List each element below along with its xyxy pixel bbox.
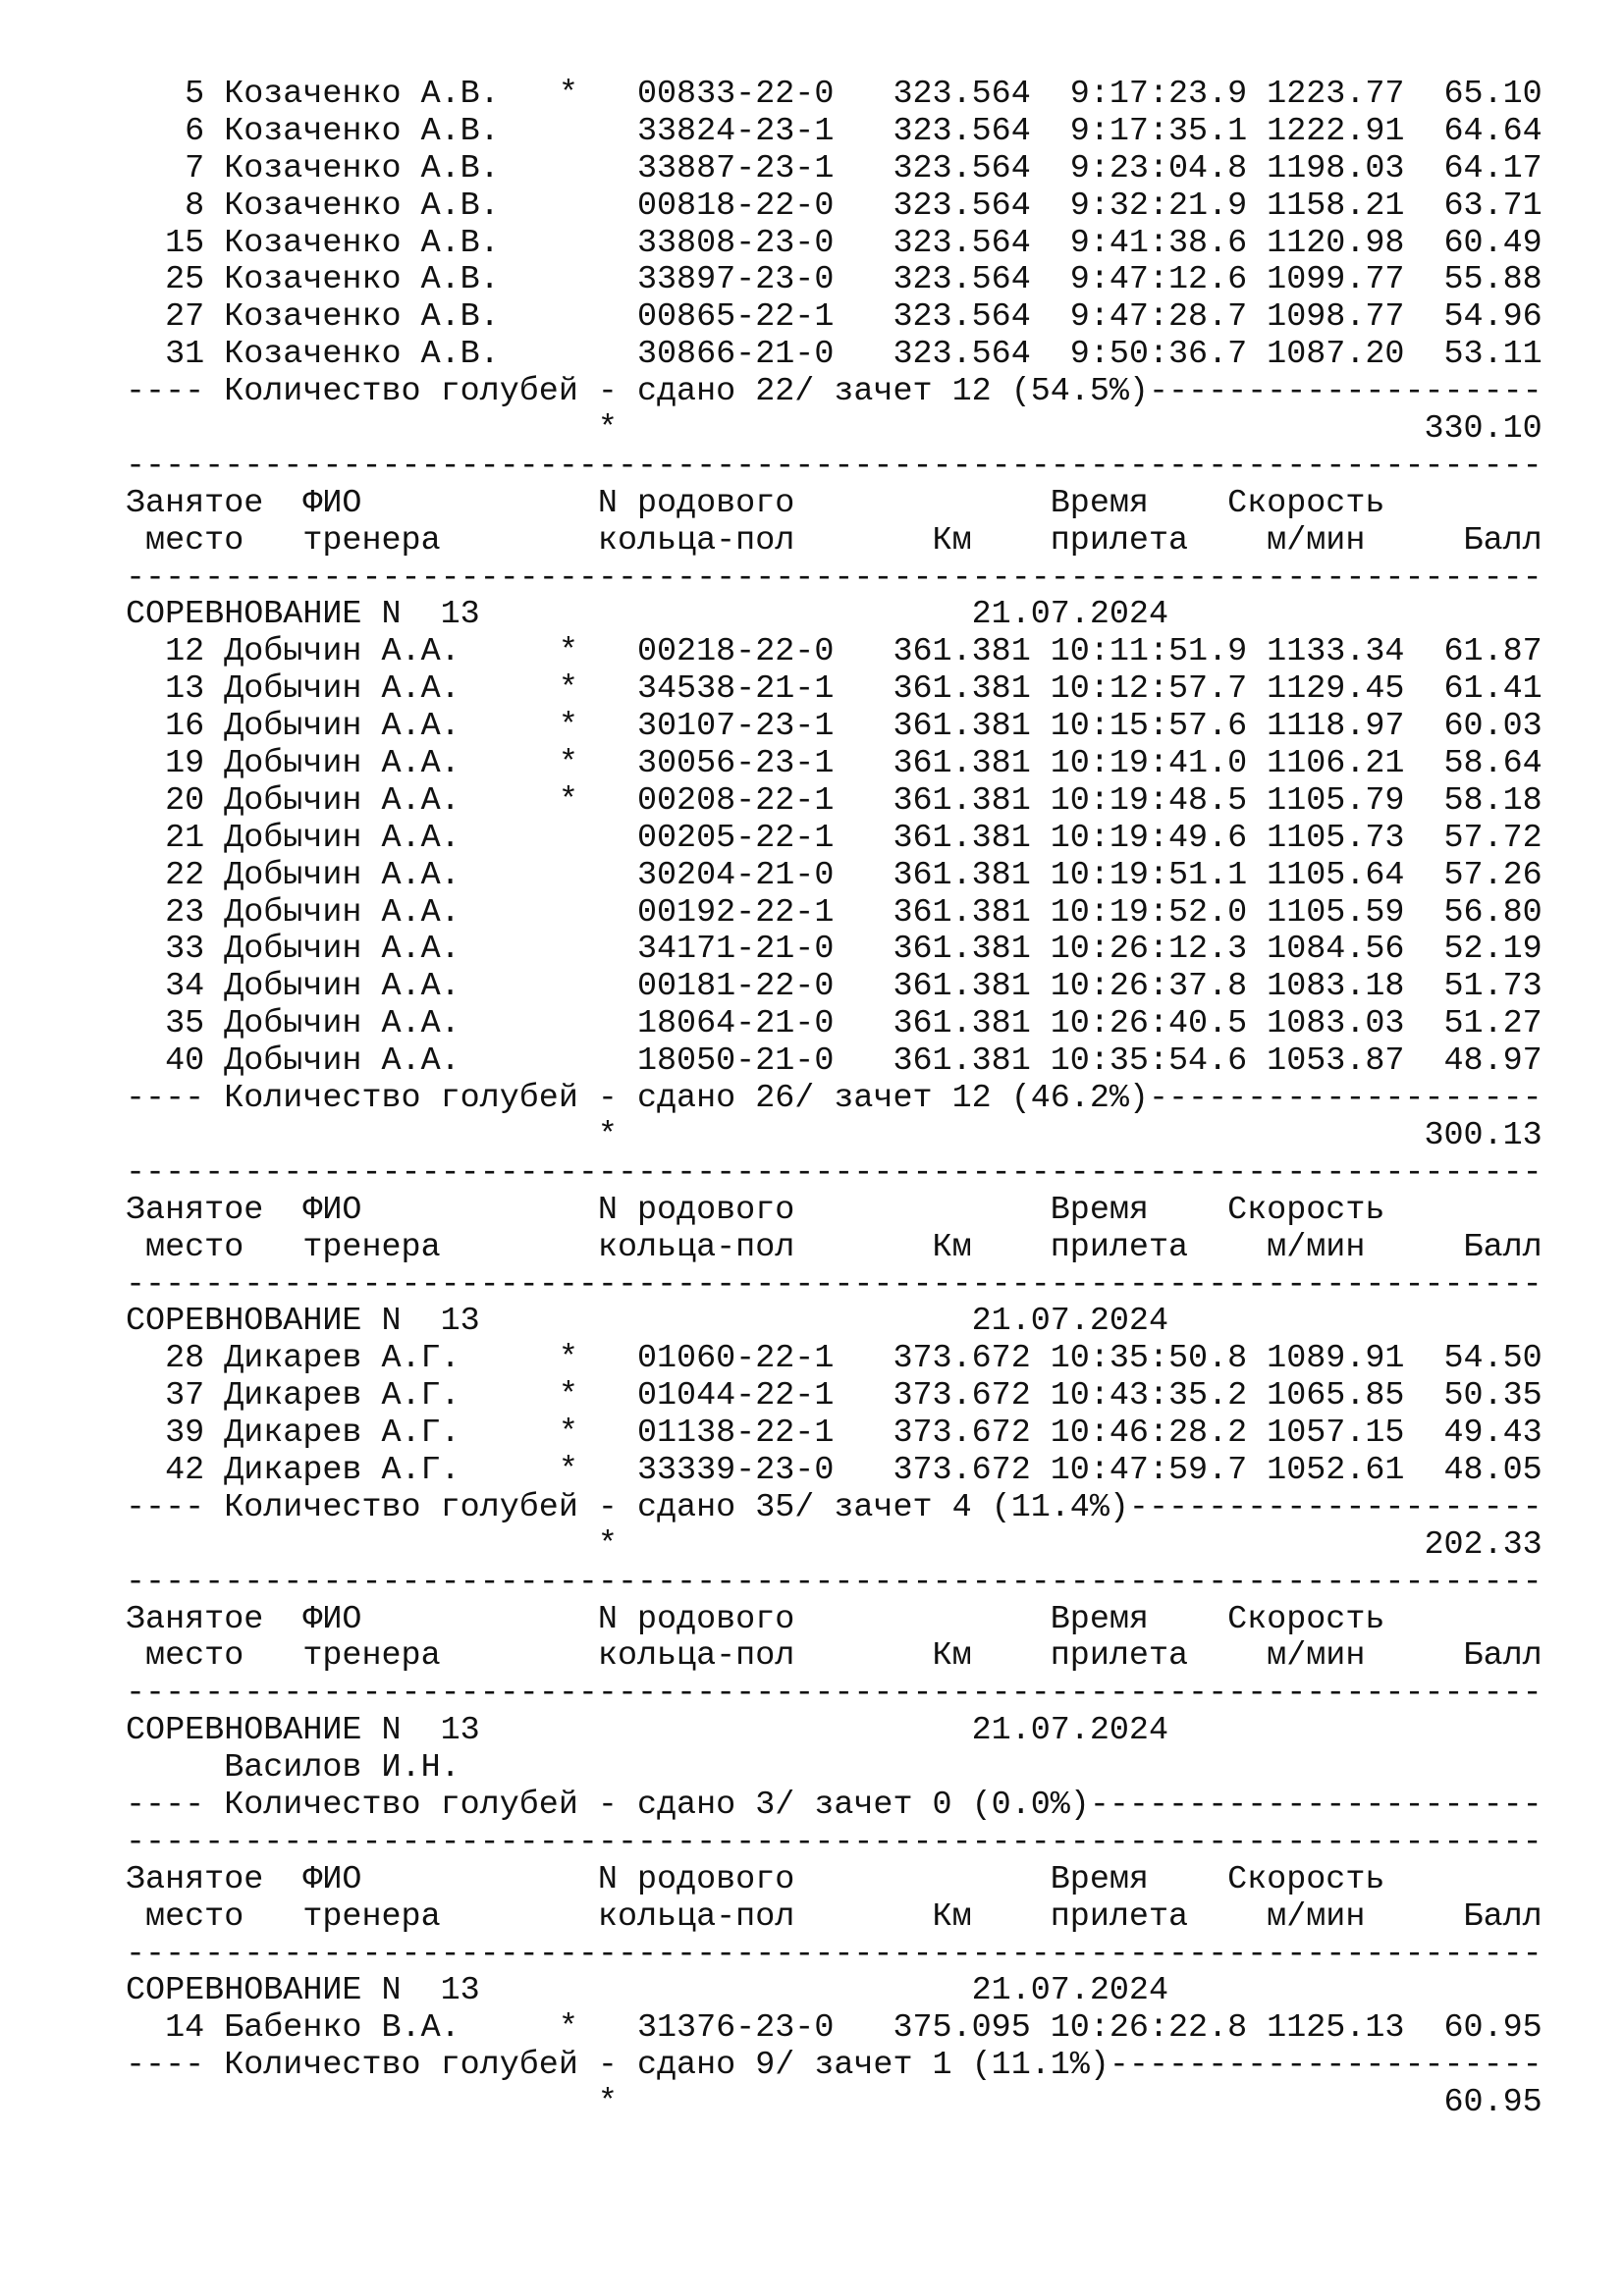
- summary-line: ---- Количество голубей - сдано 3/ зачет 0 (0.0%)-----------------------: [126, 1786, 1543, 1824]
- column-header-line: место тренера кольца-пол Км прилета м/мин Балл: [126, 1228, 1543, 1266]
- result-row: 31 Козаченко А.В. 30866-21-0 323.564 9:50:36.7 1087.20 53.11: [126, 336, 1543, 374]
- result-row: 25 Козаченко А.В. 33897-23-0 323.564 9:47:12.6 1099.77 55.88: [126, 261, 1543, 299]
- separator-line: ------------------------------------------------------------------------: [126, 1823, 1543, 1861]
- summary-line: ---- Количество голубей - сдано 9/ зачет 1 (11.1%)----------------------: [126, 2047, 1543, 2085]
- report-line: Василов И.Н.: [126, 1749, 460, 1788]
- result-row: 42 Дикарев А.Г. * 33339-23-0 373.672 10:47:59.7 1052.61 48.05: [126, 1451, 1543, 1489]
- summary-line: ---- Количество голубей - сдано 22/ зачет 12 (54.5%)--------------------: [126, 373, 1543, 411]
- column-header-line: место тренера кольца-пол Км прилета м/мин Балл: [126, 1637, 1543, 1676]
- result-row: 37 Дикарев А.Г. * 01044-22-1 373.672 10:43:35.2 1065.85 50.35: [126, 1377, 1543, 1415]
- result-row: 33 Добычин А.А. 34171-21-0 361.381 10:26:12.3 1084.56 52.19: [126, 931, 1543, 969]
- result-row: 8 Козаченко А.В. 00818-22-0 323.564 9:32:21.9 1158.21 63.71: [126, 187, 1543, 225]
- result-row: 21 Добычин А.А. 00205-22-1 361.381 10:19:49.6 1105.73 57.72: [126, 819, 1543, 857]
- total-points-line: * 60.95: [126, 2084, 1543, 2122]
- result-row: 12 Добычин А.А. * 00218-22-0 361.381 10:11:51.9 1133.34 61.87: [126, 633, 1543, 671]
- total-points-line: * 300.13: [126, 1116, 1543, 1154]
- result-row: 28 Дикарев А.Г. * 01060-22-1 373.672 10:35:50.8 1089.91 54.50: [126, 1340, 1543, 1378]
- result-row: 13 Добычин А.А. * 34538-21-1 361.381 10:12:57.7 1129.45 61.41: [126, 670, 1543, 709]
- race-results-printout: [126, 77, 1543, 2122]
- total-points-line: * 330.10: [126, 410, 1543, 449]
- result-row: 40 Добычин А.А. 18050-21-0 361.381 10:35:54.6 1053.87 48.97: [126, 1042, 1543, 1081]
- result-row: 27 Козаченко А.В. 00865-22-1 323.564 9:47:28.7 1098.77 54.96: [126, 298, 1543, 337]
- column-header-line: Занятое ФИО N родового Время Скорость: [126, 1600, 1385, 1638]
- separator-line: ------------------------------------------------------------------------: [126, 1675, 1543, 1713]
- column-header-line: место тренера кольца-пол Км прилета м/мин Балл: [126, 1897, 1543, 1936]
- result-row: 34 Добычин А.А. 00181-22-0 361.381 10:26:37.8 1083.18 51.73: [126, 968, 1543, 1006]
- competition-header-line: СОРЕВНОВАНИЕ N 13 21.07.2024: [126, 1303, 1168, 1341]
- result-row: 14 Бабенко В.А. * 31376-23-0 375.095 10:26:22.8 1125.13 60.95: [126, 2009, 1543, 2048]
- separator-line: ------------------------------------------------------------------------: [126, 559, 1543, 597]
- separator-line: ------------------------------------------------------------------------: [126, 447, 1543, 485]
- separator-line: ------------------------------------------------------------------------: [126, 1935, 1543, 1973]
- result-row: 7 Козаченко А.В. 33887-23-1 323.564 9:23:04.8 1198.03 64.17: [126, 149, 1543, 187]
- result-row: 5 Козаченко А.В. * 00833-22-0 323.564 9:17:23.9 1223.77 65.10: [126, 76, 1543, 113]
- result-row: 15 Козаченко А.В. 33808-23-0 323.564 9:41:38.6 1120.98 60.49: [126, 224, 1543, 262]
- separator-line: ------------------------------------------------------------------------: [126, 1563, 1543, 1601]
- result-row: 6 Козаченко А.В. 33824-23-1 323.564 9:17:35.1 1222.91 64.64: [126, 112, 1543, 150]
- competition-header-line: СОРЕВНОВАНИЕ N 13 21.07.2024: [126, 1972, 1168, 2010]
- separator-line: ------------------------------------------------------------------------: [126, 1153, 1543, 1192]
- result-row: 20 Добычин А.А. * 00208-22-1 361.381 10:19:48.5 1105.79 58.18: [126, 781, 1543, 820]
- result-row: 22 Добычин А.А. 30204-21-0 361.381 10:19:51.1 1105.64 57.26: [126, 856, 1543, 894]
- column-header-line: Занятое ФИО N родового Время Скорость: [126, 1191, 1385, 1229]
- summary-line: ---- Количество голубей - сдано 35/ зачет 4 (11.4%)---------------------: [126, 1488, 1543, 1526]
- competition-header-line: СОРЕВНОВАНИЕ N 13 21.07.2024: [126, 1712, 1168, 1750]
- column-header-line: Занятое ФИО N родового Время Скорость: [126, 1860, 1385, 1898]
- result-row: 35 Добычин А.А. 18064-21-0 361.381 10:26:40.5 1083.03 51.27: [126, 1005, 1543, 1043]
- column-header-line: место тренера кольца-пол Км прилета м/мин Балл: [126, 521, 1543, 560]
- total-points-line: * 202.33: [126, 1525, 1543, 1564]
- separator-line: ------------------------------------------------------------------------: [126, 1265, 1543, 1304]
- result-row: 23 Добычин А.А. 00192-22-1 361.381 10:19:52.0 1105.59 56.80: [126, 893, 1543, 932]
- result-row: 16 Добычин А.А. * 30107-23-1 361.381 10:15:57.6 1118.97 60.03: [126, 708, 1543, 746]
- result-row: 19 Добычин А.А. * 30056-23-1 361.381 10:19:41.0 1106.21 58.64: [126, 745, 1543, 783]
- column-header-line: Занятое ФИО N родового Время Скорость: [126, 484, 1385, 522]
- result-row: 39 Дикарев А.Г. * 01138-22-1 373.672 10:46:28.2 1057.15 49.43: [126, 1415, 1543, 1453]
- competition-header-line: СОРЕВНОВАНИЕ N 13 21.07.2024: [126, 596, 1168, 634]
- summary-line: ---- Количество голубей - сдано 26/ зачет 12 (46.2%)--------------------: [126, 1080, 1543, 1118]
